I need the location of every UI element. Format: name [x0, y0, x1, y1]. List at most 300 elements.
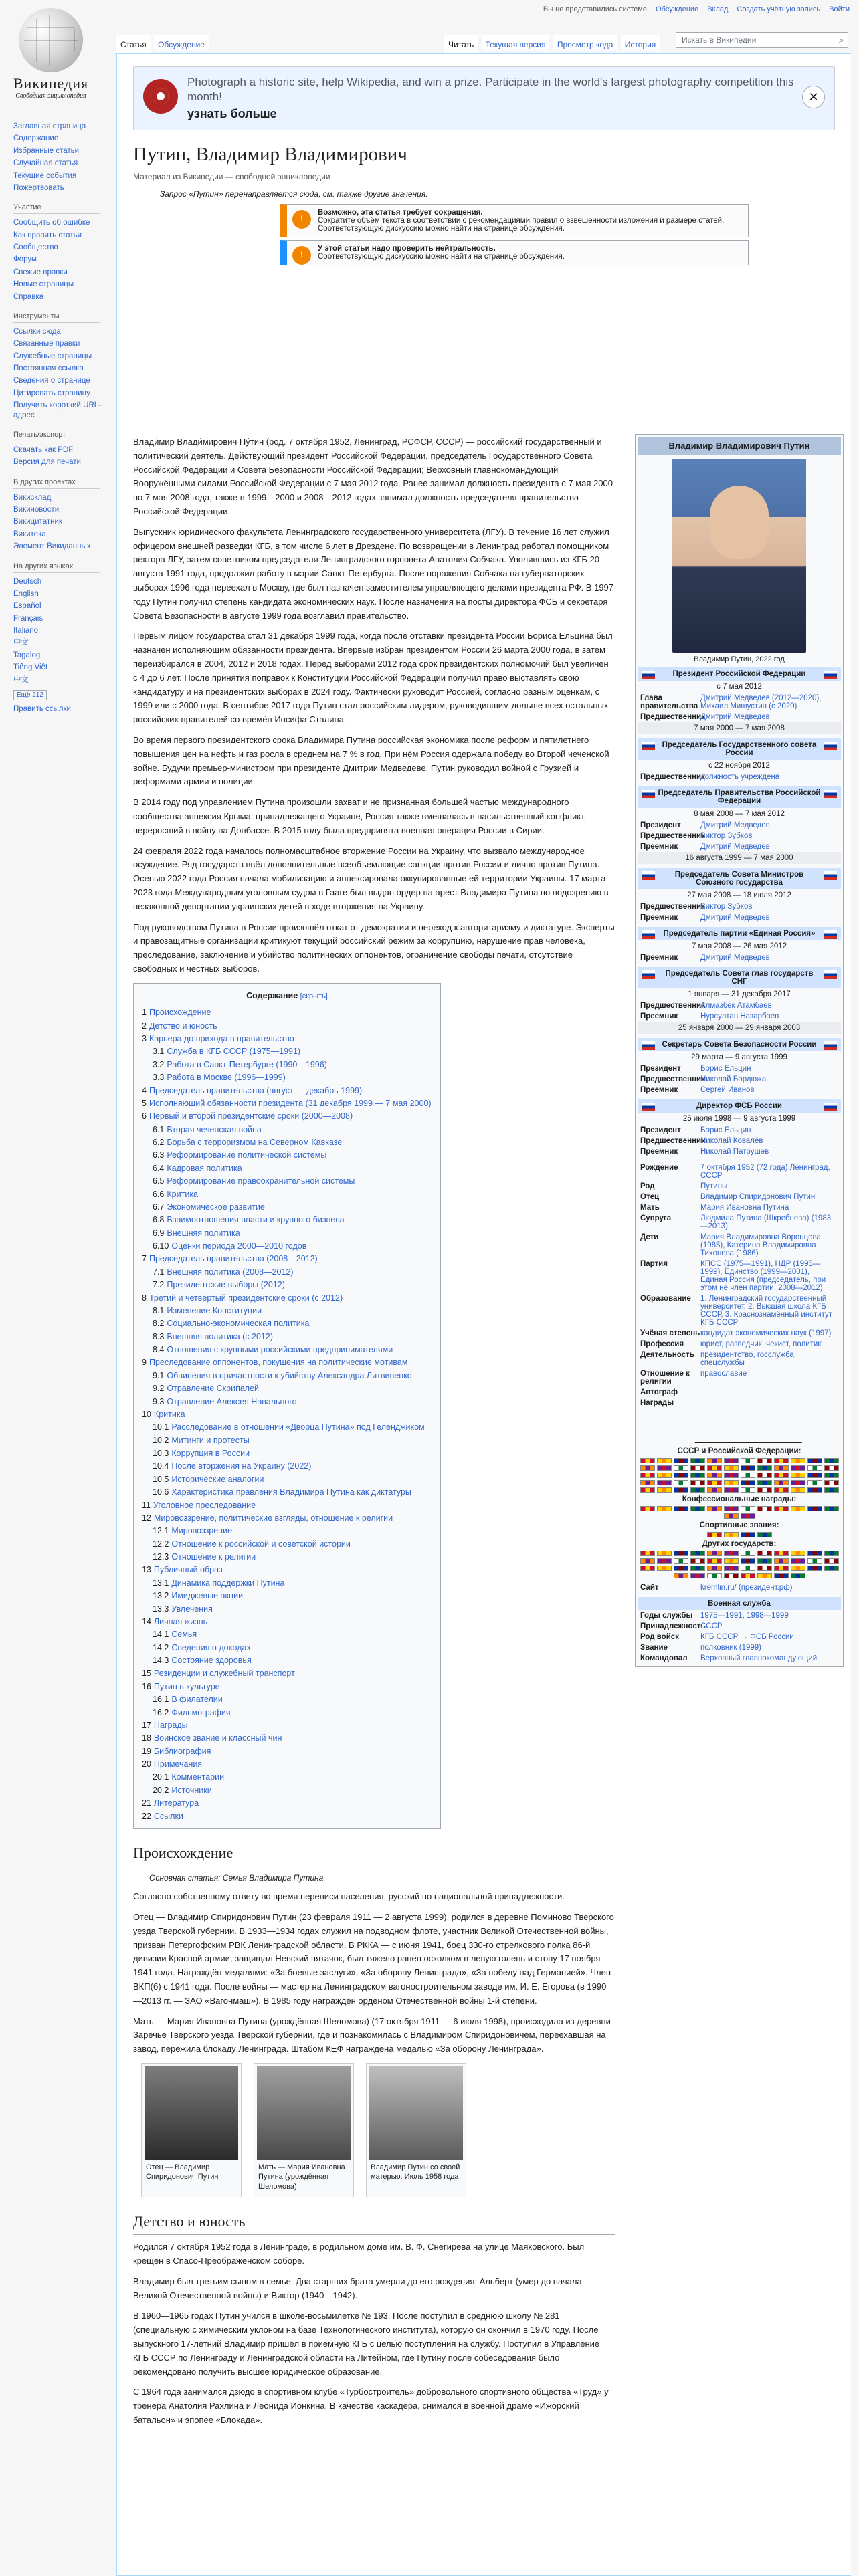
infobox-office-name[interactable]: Председатель Совета Министров Союзного государства [674, 871, 804, 887]
user-talk-link[interactable]: Обсуждение [656, 5, 699, 13]
toc-item[interactable] [142, 1292, 432, 1305]
toc-item[interactable] [142, 1642, 432, 1654]
toc-link[interactable]: Семья [171, 1630, 197, 1640]
sidebar-item-new-pages[interactable]: Новые страницы [13, 280, 74, 289]
toc-item[interactable] [142, 1331, 432, 1344]
toc-link[interactable]: Увлечения [171, 1604, 213, 1614]
award-ribbon-icon[interactable] [741, 1513, 755, 1519]
award-ribbon-icon[interactable] [757, 1551, 772, 1556]
toc-link[interactable]: Вторая чеченская война [167, 1124, 262, 1134]
award-ribbon-icon[interactable] [757, 1532, 772, 1537]
toc-link[interactable]: Сведения о доходах [171, 1642, 251, 1652]
infobox-value-link[interactable]: СССР [700, 1622, 723, 1630]
infobox-value-link[interactable]: 1. Ленинградский государственный университет, 2. Высшая школа КГБ СССР, 3. Краснознамённый институт КГБ СССР [700, 1295, 832, 1327]
toc-link[interactable]: Внешняя политика (с 2012) [167, 1331, 273, 1341]
toc-item[interactable] [142, 1097, 432, 1110]
toc-link[interactable]: Резиденции и служебный транспорт [153, 1669, 295, 1679]
award-ribbon-icon[interactable] [674, 1558, 688, 1564]
toc-link[interactable]: После вторжения на Украину (2022) [171, 1461, 312, 1471]
infobox-value-link[interactable]: Виктор Зубков [700, 832, 753, 840]
award-ribbon-icon[interactable] [724, 1506, 739, 1511]
award-ribbon-icon[interactable] [707, 1532, 722, 1537]
toc-item[interactable] [142, 1512, 432, 1525]
toc-item[interactable] [142, 1693, 432, 1706]
toc-item[interactable] [142, 1356, 432, 1369]
tab-view-source[interactable]: Просмотр кода [553, 35, 617, 53]
award-ribbon-icon[interactable] [791, 1506, 805, 1511]
award-ribbon-icon[interactable] [674, 1566, 688, 1571]
infobox-value-link[interactable]: Владимир Спиридонович Путин [700, 1193, 816, 1201]
toc-item[interactable] [142, 1603, 432, 1616]
award-ribbon-icon[interactable] [807, 1465, 822, 1471]
award-ribbon-icon[interactable] [724, 1473, 739, 1478]
award-ribbon-icon[interactable] [657, 1473, 672, 1478]
sidebar-item-lang[interactable]: 中文 [13, 639, 29, 647]
award-ribbon-icon[interactable] [757, 1487, 772, 1493]
toc-item[interactable] [142, 1344, 432, 1356]
toc-link[interactable]: Воинское звание и классный чин [153, 1733, 282, 1743]
award-ribbon-icon[interactable] [774, 1458, 789, 1463]
toc-link[interactable]: Динамика поддержки Путина [171, 1578, 285, 1588]
award-ribbon-icon[interactable] [690, 1566, 705, 1571]
infobox-value-link[interactable]: Дмитрий Медведев [700, 954, 770, 962]
login-link[interactable]: Войти [829, 5, 850, 13]
gallery-item[interactable] [254, 2063, 354, 2197]
toc-item[interactable] [142, 1538, 432, 1551]
tab-read[interactable]: Читать [444, 35, 478, 54]
award-ribbon-icon[interactable] [807, 1458, 822, 1463]
toc-link[interactable]: Отношение к религии [171, 1552, 256, 1562]
toc-link[interactable]: Председатель правительства (2008—2012) [149, 1254, 318, 1264]
toc-link[interactable]: В филателии [171, 1695, 223, 1705]
sidebar-item-related-changes[interactable]: Связанные правки [13, 340, 80, 348]
award-ribbon-icon[interactable] [674, 1473, 688, 1478]
award-ribbon-icon[interactable] [707, 1473, 722, 1478]
award-ribbon-icon[interactable] [757, 1473, 772, 1478]
award-ribbon-icon[interactable] [674, 1465, 688, 1471]
search-icon[interactable]: ⌕ [839, 35, 844, 45]
award-ribbon-icon[interactable] [724, 1532, 739, 1537]
infobox-office-name[interactable]: Президент Российской Федерации [672, 670, 806, 678]
toc-link[interactable]: Библиография [153, 1746, 211, 1756]
award-ribbon-icon[interactable] [707, 1480, 722, 1485]
award-ribbon-icon[interactable] [807, 1566, 822, 1571]
toc-link[interactable]: Отравление Алексея Навального [167, 1396, 297, 1406]
toc-item[interactable] [142, 1758, 432, 1771]
infobox-office-title[interactable] [638, 1099, 841, 1113]
infobox-value-link[interactable]: Николай Патрушев [700, 1148, 769, 1156]
award-ribbon-icon[interactable] [774, 1473, 789, 1478]
toc-link[interactable]: Преследование оппонентов, покушения на политические мотивам [149, 1358, 408, 1368]
toc-link[interactable]: Состояние здоровья [171, 1656, 252, 1666]
award-ribbon-icon[interactable] [774, 1573, 789, 1578]
father-photo[interactable] [145, 2066, 238, 2160]
toc-item[interactable] [142, 1681, 432, 1693]
close-icon[interactable]: ✕ [802, 86, 825, 108]
infobox-value-link[interactable]: КГБ СССР → ФСБ России [700, 1633, 794, 1641]
tab-talk[interactable]: Обсуждение [154, 35, 209, 53]
user-contributions-link[interactable]: Вклад [707, 5, 729, 13]
toc-link[interactable]: Коррупция в России [171, 1448, 250, 1459]
award-ribbon-icon[interactable] [690, 1465, 705, 1471]
toc-link[interactable]: Третий и четвёртый президентские сроки (с 2012) [149, 1293, 343, 1303]
toc-link[interactable]: Исторические аналогии [171, 1474, 264, 1484]
award-ribbon-icon[interactable] [724, 1480, 739, 1485]
toc-item[interactable] [142, 1771, 432, 1784]
toc-item[interactable] [142, 1188, 432, 1201]
award-ribbon-icon[interactable] [674, 1573, 688, 1578]
sidebar-item-contents[interactable]: Содержание [13, 134, 59, 143]
award-ribbon-icon[interactable] [640, 1566, 655, 1571]
award-ribbon-icon[interactable] [774, 1465, 789, 1471]
infobox-value-link[interactable]: Людмила Путина (Шкребнева) (1983—2013) [700, 1214, 832, 1230]
gallery-item[interactable] [366, 2063, 466, 2197]
portrait-image[interactable] [672, 459, 806, 653]
award-ribbon-icon[interactable] [791, 1458, 805, 1463]
award-ribbon-icon[interactable] [757, 1458, 772, 1463]
infobox-office-name[interactable]: Председатель Совета глав государств СНГ [665, 970, 814, 986]
award-ribbon-icon[interactable] [657, 1558, 672, 1564]
toc-link[interactable]: Оценки периода 2000—2010 годов [171, 1241, 307, 1251]
award-ribbon-icon[interactable] [807, 1551, 822, 1556]
toc-item[interactable] [142, 1408, 432, 1421]
award-ribbon-icon[interactable] [791, 1558, 805, 1564]
award-ribbon-icon[interactable] [741, 1566, 755, 1571]
award-ribbon-icon[interactable] [774, 1551, 789, 1556]
toc-link[interactable]: Первый и второй президентские сроки (2000—2008) [149, 1111, 353, 1121]
toc-link[interactable]: Имиджевые акции [171, 1591, 244, 1601]
toc-item[interactable] [142, 1045, 432, 1058]
award-ribbon-icon[interactable] [741, 1551, 755, 1556]
toc-link[interactable]: Митинги и протесты [171, 1435, 250, 1445]
more-languages-button[interactable]: Ещё 212 [13, 690, 47, 700]
infobox-value-link[interactable]: Николай Ковалёв [700, 1137, 763, 1145]
toc-item[interactable] [142, 1136, 432, 1149]
toc-link[interactable]: Публичный образ [153, 1565, 223, 1575]
award-ribbon-icon[interactable] [741, 1458, 755, 1463]
award-ribbon-icon[interactable] [807, 1480, 822, 1485]
toc-link[interactable]: Примечания [153, 1759, 203, 1769]
toc-link[interactable]: Путин в культуре [153, 1681, 220, 1691]
sidebar-item-page-info[interactable]: Сведения о странице [13, 377, 90, 385]
award-ribbon-icon[interactable] [657, 1551, 672, 1556]
infobox-value-link[interactable]: Дмитрий Медведев [700, 821, 770, 829]
award-ribbon-icon[interactable] [741, 1506, 755, 1511]
sidebar-item-download-pdf[interactable]: Скачать как PDF [13, 445, 74, 454]
sidebar-item-cite[interactable]: Цитировать страницу [13, 389, 90, 397]
award-ribbon-icon[interactable] [741, 1473, 755, 1478]
award-ribbon-icon[interactable] [707, 1573, 722, 1578]
toc-link[interactable]: Детство и юность [149, 1021, 217, 1031]
toc-link[interactable]: Мировоззрение, политические взгляды, отношение к религии [153, 1513, 393, 1523]
toc-link[interactable]: Реформирование политической системы [167, 1150, 327, 1160]
toc-item[interactable] [142, 1473, 432, 1486]
infobox-value-link[interactable]: Нурсултан Назарбаев [700, 1012, 779, 1021]
toc-link[interactable]: Работа в Санкт-Петербурге (1990—1996) [167, 1059, 327, 1069]
infobox-value-link[interactable]: 1975—1991, 1998—1999 [700, 1612, 789, 1620]
toc-link[interactable]: Расследование в отношении «Дворца Путина» под Геленджиком [171, 1422, 425, 1432]
toc-item[interactable] [142, 1707, 432, 1719]
award-ribbon-icon[interactable] [690, 1558, 705, 1564]
toc-item[interactable] [142, 1577, 432, 1590]
toc-item[interactable] [142, 1797, 432, 1810]
award-ribbon-icon[interactable] [674, 1506, 688, 1511]
award-ribbon-icon[interactable] [640, 1473, 655, 1478]
award-ribbon-icon[interactable] [774, 1558, 789, 1564]
toc-item[interactable] [142, 1162, 432, 1175]
toc-item[interactable] [142, 1447, 432, 1460]
award-ribbon-icon[interactable] [640, 1458, 655, 1463]
toc-item[interactable] [142, 1370, 432, 1382]
award-ribbon-icon[interactable] [741, 1487, 755, 1493]
toc-link[interactable]: Уголовное преследование [153, 1500, 256, 1510]
tab-current-version[interactable]: Текущая версия [482, 35, 550, 53]
gallery-item[interactable] [141, 2063, 242, 2197]
toc-link[interactable]: Президентские выборы (2012) [167, 1280, 285, 1290]
award-ribbon-icon[interactable] [707, 1551, 722, 1556]
award-ribbon-icon[interactable] [657, 1480, 672, 1485]
infobox-value-link[interactable]: православие [700, 1370, 747, 1378]
toc-item[interactable] [142, 1317, 432, 1330]
toc-item[interactable] [142, 1020, 432, 1033]
toc-link[interactable]: Исполняющий обязанности президента (31 декабря 1999 — 7 мая 2000) [149, 1098, 432, 1108]
toc-link[interactable]: Председатель правительства (август — декабрь 1999) [149, 1085, 363, 1095]
sidebar-item-donate[interactable]: Пожертвовать [13, 183, 64, 192]
infobox-office-title[interactable] [638, 868, 841, 889]
award-ribbon-icon[interactable] [757, 1558, 772, 1564]
edit-interlanguage-links[interactable]: Править ссылки [13, 704, 71, 713]
official-site-link[interactable]: kremlin.ru/ (президент.рф) [700, 1584, 793, 1592]
infobox-value-link[interactable]: Борис Ельцин [700, 1126, 751, 1134]
toc-item[interactable] [142, 1279, 432, 1291]
award-ribbon-icon[interactable] [724, 1573, 739, 1578]
toc-item[interactable] [142, 1745, 432, 1758]
award-ribbon-icon[interactable] [724, 1513, 739, 1519]
toc-item[interactable] [142, 1240, 432, 1253]
toc-item[interactable] [142, 1214, 432, 1226]
toc-link[interactable]: Ссылки [153, 1811, 183, 1821]
infobox-office-title[interactable] [638, 1038, 841, 1051]
infobox-office-title[interactable] [638, 738, 841, 760]
award-ribbon-icon[interactable] [807, 1506, 822, 1511]
award-ribbon-icon[interactable] [724, 1551, 739, 1556]
toc-link[interactable]: Кадровая политика [167, 1163, 242, 1173]
toc-item[interactable] [142, 1667, 432, 1680]
award-ribbon-icon[interactable] [657, 1487, 672, 1493]
childhood-photo[interactable] [369, 2066, 463, 2160]
sidebar-item-wikisource[interactable]: Викитека [13, 530, 46, 538]
award-ribbon-icon[interactable] [791, 1480, 805, 1485]
toc-item[interactable] [142, 1551, 432, 1564]
award-ribbon-icon[interactable] [741, 1465, 755, 1471]
sidebar-item-printable[interactable]: Версия для печати [13, 458, 81, 467]
award-ribbon-icon[interactable] [707, 1566, 722, 1571]
toc-item[interactable] [142, 1434, 432, 1447]
toc-item[interactable] [142, 1590, 432, 1602]
infobox-value-link[interactable]: КПСС (1975—1991), НДР (1995—1999), Единство (1999—2001), Единая Россия (председатель, при этом не член партии, 2008—2012) [700, 1260, 826, 1292]
award-ribbon-icon[interactable] [724, 1458, 739, 1463]
award-ribbon-icon[interactable] [824, 1506, 839, 1511]
award-ribbon-icon[interactable] [707, 1506, 722, 1511]
award-ribbon-icon[interactable] [824, 1487, 839, 1493]
infobox-value-link[interactable]: Мария Ивановна Путина [700, 1204, 789, 1212]
sidebar-item-random[interactable]: Случайная статья [13, 159, 78, 168]
toc-link[interactable]: Мировоззрение [171, 1526, 233, 1536]
infobox-value-link[interactable]: Мария Владимировна Воронцова (1985), Катерина Владимировна Тихонова (1986) [700, 1233, 821, 1257]
toc-link[interactable]: Внешняя политика (2008—2012) [167, 1267, 294, 1277]
award-ribbon-icon[interactable] [791, 1487, 805, 1493]
infobox-office-title[interactable] [638, 667, 841, 681]
infobox-office-name[interactable]: Председатель Правительства Российской Федерации [658, 789, 821, 805]
award-ribbon-icon[interactable] [657, 1506, 672, 1511]
sidebar-item-lang[interactable]: Tagalog [13, 651, 41, 659]
award-ribbon-icon[interactable] [707, 1458, 722, 1463]
sidebar-item-featured[interactable]: Избранные статьи [13, 146, 80, 155]
award-ribbon-icon[interactable] [824, 1566, 839, 1571]
sidebar-item-wikinews[interactable]: Викиновости [13, 506, 60, 514]
award-ribbon-icon[interactable] [774, 1566, 789, 1571]
award-ribbon-icon[interactable] [724, 1465, 739, 1471]
toc-item[interactable] [142, 1719, 432, 1732]
toc-link[interactable]: Изменение Конституции [167, 1305, 262, 1315]
toc-item[interactable] [142, 1784, 432, 1797]
infobox-office-title[interactable] [638, 786, 841, 808]
award-ribbon-icon[interactable] [807, 1487, 822, 1493]
award-ribbon-icon[interactable] [824, 1558, 839, 1564]
award-ribbon-icon[interactable] [690, 1458, 705, 1463]
toc-link[interactable]: Экономическое развитие [167, 1202, 265, 1212]
toc-link[interactable]: Борьба с терроризмом на Северном Кавказе [167, 1138, 343, 1148]
create-account-link[interactable]: Создать учётную запись [737, 5, 821, 13]
infobox-value-link[interactable]: Путины [700, 1182, 728, 1190]
award-ribbon-icon[interactable] [791, 1465, 805, 1471]
toc-item[interactable] [142, 1266, 432, 1279]
toc-link[interactable]: Работа в Москве (1996—1999) [167, 1073, 286, 1083]
award-ribbon-icon[interactable] [657, 1458, 672, 1463]
award-ribbon-icon[interactable] [724, 1487, 739, 1493]
toc-link[interactable]: Критика [153, 1409, 185, 1419]
infobox-value-link[interactable]: Дмитрий Медведев (2012—2020), Михаил Мишустин (с 2020) [700, 694, 822, 710]
infobox-value-link[interactable]: юрист, разведчик, чекист, политик [700, 1340, 822, 1348]
sidebar-item-current-events[interactable]: Текущие события [13, 171, 77, 180]
toc-item[interactable] [142, 1486, 432, 1499]
toc-item[interactable] [142, 1396, 432, 1408]
award-ribbon-icon[interactable] [774, 1487, 789, 1493]
award-ribbon-icon[interactable] [707, 1558, 722, 1564]
toc-link[interactable]: Отношения с крупными российскими предпринимателями [167, 1345, 393, 1355]
sidebar-item-commons[interactable]: Викисклад [13, 493, 52, 502]
infobox-value-link[interactable]: Верховный главнокомандующий [700, 1654, 818, 1662]
award-ribbon-icon[interactable] [757, 1573, 772, 1578]
toc-link[interactable]: Литература [153, 1798, 199, 1808]
award-ribbon-icon[interactable] [741, 1558, 755, 1564]
infobox-office-name[interactable]: Секретарь Совета Безопасности России [662, 1041, 817, 1049]
toc-link[interactable]: Взаимоотношения власти и крупного бизнеса [167, 1215, 345, 1225]
infobox-office-title[interactable] [638, 927, 841, 940]
site-logo[interactable] [11, 8, 91, 115]
award-ribbon-icon[interactable] [791, 1566, 805, 1571]
award-ribbon-icon[interactable] [707, 1465, 722, 1471]
sidebar-item-lang[interactable]: Tiếng Việt [13, 663, 48, 672]
award-ribbon-icon[interactable] [690, 1487, 705, 1493]
toc-item[interactable] [142, 1616, 432, 1628]
tab-history[interactable]: История [621, 35, 660, 53]
award-ribbon-icon[interactable] [741, 1573, 755, 1578]
infobox-value-link[interactable]: Виктор Зубков [700, 903, 753, 911]
infobox-value-link[interactable]: президентство, госслужба, спецслужбы [700, 1351, 797, 1367]
toc-item[interactable] [142, 1201, 432, 1214]
toc-toggle-button[interactable]: [скрыть] [300, 992, 328, 1000]
toc-item[interactable] [142, 1421, 432, 1434]
sidebar-item-wikiquote[interactable]: Викицитатник [13, 518, 62, 526]
toc-link[interactable]: Источники [171, 1785, 212, 1795]
award-ribbon-icon[interactable] [674, 1551, 688, 1556]
toc-item[interactable] [142, 1654, 432, 1667]
sidebar-item-community[interactable]: Сообщество [13, 243, 58, 251]
sidebar-item-lang[interactable]: English [13, 589, 39, 598]
infobox-value-link[interactable]: 7 октября 1952 (72 года) Ленинград, СССР [700, 1164, 830, 1180]
infobox-office-name[interactable]: Председатель Государственного совета России [662, 741, 817, 757]
sidebar-item-wikidata[interactable]: Элемент Викиданных [13, 542, 91, 551]
sidebar-item-what-links-here[interactable]: Ссылки сюда [13, 327, 61, 336]
sidebar-item-short-url[interactable]: Получить короткий URL-адрес [13, 401, 102, 419]
toc-link[interactable]: Отравление Скрипалей [167, 1384, 260, 1394]
toc-item[interactable] [142, 1253, 432, 1265]
award-ribbon-icon[interactable] [791, 1473, 805, 1478]
award-ribbon-icon[interactable] [824, 1458, 839, 1463]
toc-item[interactable] [142, 1460, 432, 1473]
sidebar-item-special-pages[interactable]: Служебные страницы [13, 352, 92, 360]
toc-item[interactable] [142, 1564, 432, 1576]
infobox-value-link[interactable]: должность учреждена [700, 773, 780, 781]
award-ribbon-icon[interactable] [824, 1473, 839, 1478]
award-ribbon-icon[interactable] [824, 1465, 839, 1471]
sidebar-item-forum[interactable]: Форум [13, 255, 37, 264]
toc-link[interactable]: Внешняя политика [167, 1228, 240, 1238]
toc-item[interactable] [142, 1123, 432, 1136]
mother-photo[interactable] [257, 2066, 351, 2160]
award-ribbon-icon[interactable] [674, 1480, 688, 1485]
sidebar-item-how-to-edit[interactable]: Как править статьи [13, 231, 82, 239]
toc-item[interactable] [142, 1305, 432, 1317]
sidebar-item-help[interactable]: Справка [13, 292, 44, 301]
infobox-value-link[interactable]: Алмазбек Атамбаев [700, 1002, 772, 1010]
award-ribbon-icon[interactable] [690, 1480, 705, 1485]
award-ribbon-icon[interactable] [690, 1551, 705, 1556]
infobox-office-name[interactable]: Председатель партии «Единая Россия» [663, 930, 816, 938]
award-ribbon-icon[interactable] [657, 1465, 672, 1471]
award-ribbon-icon[interactable] [640, 1558, 655, 1564]
search-input[interactable] [676, 32, 848, 48]
toc-item[interactable] [142, 1732, 432, 1745]
award-ribbon-icon[interactable] [657, 1566, 672, 1571]
toc-item[interactable] [142, 1006, 432, 1019]
infobox-office-name[interactable]: Директор ФСБ России [696, 1102, 782, 1110]
toc-item[interactable] [142, 1071, 432, 1084]
sidebar-item-lang[interactable]: 中文 [13, 675, 29, 684]
award-ribbon-icon[interactable] [757, 1480, 772, 1485]
award-ribbon-icon[interactable] [640, 1480, 655, 1485]
sidebar-item-lang[interactable]: Deutsch [13, 577, 42, 586]
award-ribbon-icon[interactable] [640, 1506, 655, 1511]
award-ribbon-icon[interactable] [741, 1532, 755, 1537]
toc-link[interactable]: Награды [153, 1720, 188, 1730]
toc-item[interactable] [142, 1033, 432, 1045]
toc-link[interactable]: Характеристика правления Владимира Путина как диктатуры [171, 1487, 411, 1497]
award-ribbon-icon[interactable] [724, 1566, 739, 1571]
sidebar-item-lang[interactable]: Italiano [13, 627, 39, 635]
toc-item[interactable] [142, 1810, 432, 1823]
